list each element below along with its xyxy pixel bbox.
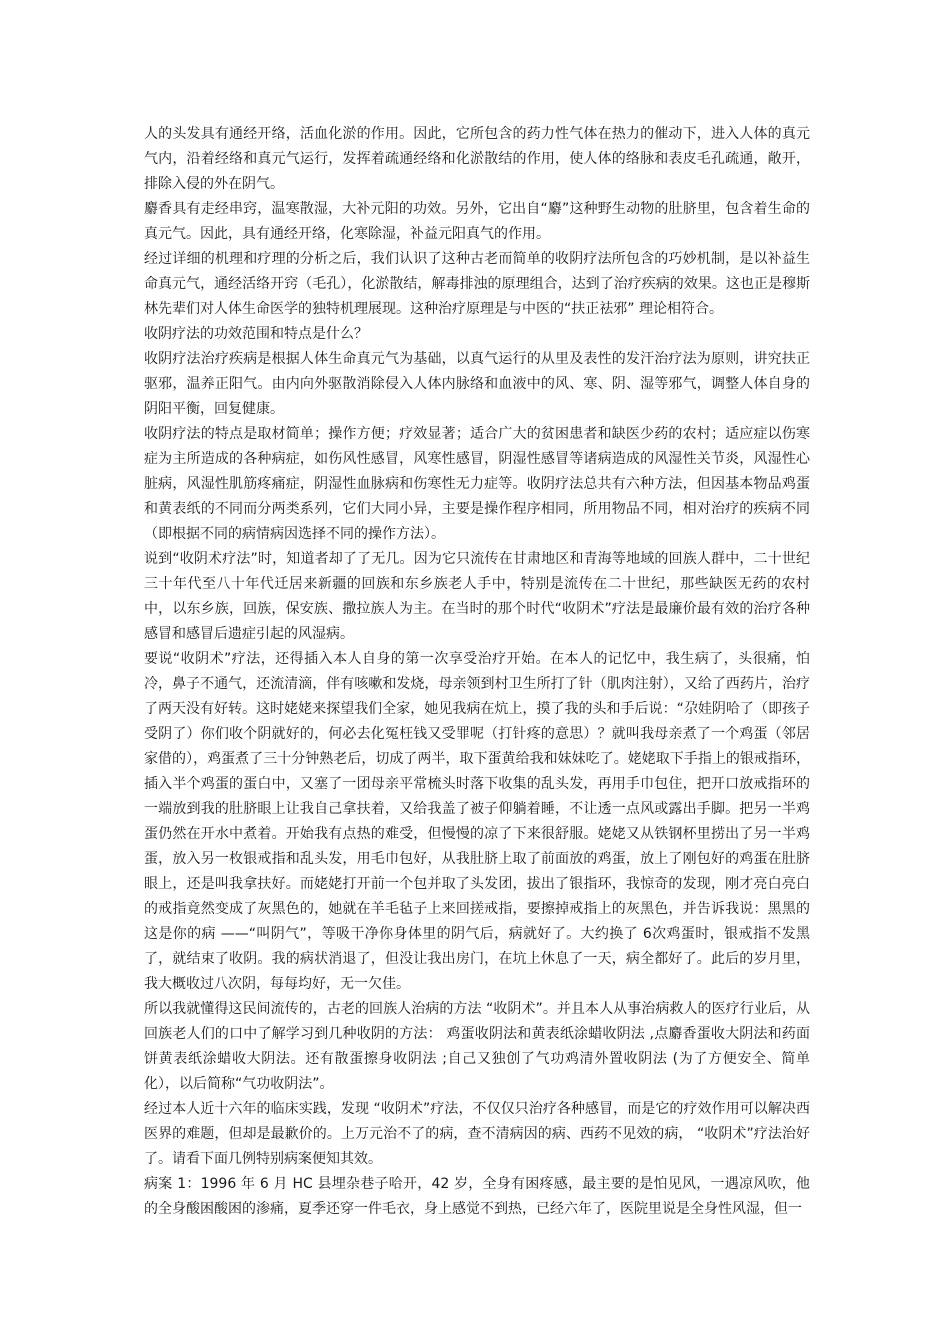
paragraph-mechanism-analysis: 经过详细的机理和疗理的分析之后，我们认识了这种古老而简单的收阴疗法所包含的巧妙机制，是以补益生命真元气，通经活络开窍（毛孔），化淤散结，解毒排浊的原理组合，达到了治疗疾病的效果。这也正是穆斯林先辈们对人体生命医学的独特机理展现。这种治疗原理是与中医的“扶正祛邪” 理论相符合。 [144, 251, 810, 317]
section-heading: 收阴疗法的功效范围和特点是什么？ [144, 326, 368, 342]
paragraph-clinical-practice: 经过本人近十六年的临床实践，发现 “收阴术”疗法，不仅仅只治疗各种感冒，而是它的疗效作用可以解决西医界的难题，但却是最歉价的。上万元治不了的病，查不清病因的病、西药不见效的病， “收阴术”疗法治好了。请看下面几例特别病案便知其效。 [144, 1101, 810, 1167]
paragraph-hair-effect: 人的头发具有通经开络，活血化淤的作用。因此，它所包含的药力性气体在热力的催动下，进入人体的真元气内，沿着经络和真元气运行，发挥着疏通经络和化淤散结的作用，使人体的络脉和表皮毛孔疏通，敞开，排除入侵的外在阴气。 [144, 126, 810, 192]
paragraph-case-1: 病案 1：1996 年 6 月 HC 县埋杂巷子哈开，42 岁，全身有困疼感，最主要的是怕见风，一遇凉风吹，他的全身酸困酸困的渗痛，夏季还穿一件毛衣，身上感觉不到热，已经六年了，医院里说是全身性风湿，但一 [144, 1176, 810, 1217]
paragraph-musk-effect: 麝香具有走经串窍，温寒散湿，大补元阳的功效。另外，它出自“麝”这种野生动物的肚脐里，包含着生命的真元气。因此，具有通经开络，化寒除湿，补益元阳真气的作用。 [144, 201, 810, 242]
document-body [144, 122, 810, 1222]
paragraph-methods-learned: 所以我就懂得这民间流传的，古老的回族人治病的方法 “收阴术”。并且本人从事治病救人的医疗行业后，从回族老人们的口中了解学习到几种收阴的方法： 鸡蛋收阴法和黄表纸涂蜡收阴法 ,点麝香蛋收大阴法和药面饼黄表纸涂蜡收大阴法。还有散蛋擦身收阴法 ;自己又独创了气功鸡清外置收阴法 (为了方便安全、简单化），以后简称“气功收阴法”。 [144, 1001, 810, 1092]
paragraph-treatment-features: 收阴疗法的特点是取材简单；操作方便；疗效显著；适合广大的贫困患者和缺医少药的农村；适应症以伤寒症为主所造成的各种病症，如伤风性感冒，风寒性感冒，阴湿性感冒等诸病造成的风湿性关节炎，风湿性心脏病，风湿性肌筋疼痛症，阴湿性血脉病和伤寒性无力症等。收阴疗法总共有六种方法，但因基本物品鸡蛋和黄表纸的不同而分两类系列，它们大同小异，主要是操作程序相同，所用物品不同，相对治疗的疾病不同（即根据不同的病情病因选择不同的操作方法）。 [144, 426, 810, 542]
paragraph-history: 说到“收阴术疗法”时，知道者却了了无几。因为它只流传在甘肃地区和青海等地域的回族人群中，二十世纪三十年代至八十年代迁居来新疆的回族和东乡族老人手中，特别是流传在二十世纪，那些缺医无药的农村中，以东乡族，回族，保安族、撒拉族人为主。在当时的那个时代“收阴术”疗法是最廉价最有效的治疗各种感冒和感冒后遗症引起的风湿病。 [144, 551, 810, 642]
paragraph-treatment-principle: 收阴疗法治疗疾病是根据人体生命真元气为基础，以真气运行的从里及表性的发汗治疗法为原则，讲究扶正驱邪，温养正阳气。由内向外驱散消除侵入人体内脉络和血液中的风、寒、阴、湿等邪气，调整人体自身的阴阳平衡，回复健康。 [144, 351, 810, 417]
paragraph-personal-experience: 要说“收阴术”疗法，还得插入本人自身的第一次享受治疗开始。在本人的记忆中，我生病了，头很痛，怕冷，鼻子不通气，还流清滴，伴有咳嗽和发烧，母亲领到村卫生所打了针（肌肉注射），又给了西药片，治疗了两天没有好转。这时姥姥来探望我们全家，她见我病在炕上，摸了我的头和手后说：“尕娃阴哈了（即孩子受阴了）你们收个阴就好的，何必去化冤枉钱又受罪呢（打针疼的意思）？就叫我母亲煮了一个鸡蛋（邻居家借的），鸡蛋煮了三十分钟熟老后，切成了两半，取下蛋黄给我和妹妹吃了。姥姥取下手指上的银戒指环，插入半个鸡蛋的蛋白中，又塞了一团母亲平常梳头时落下收集的乱头发，再用手巾包住，把开口放戒指环的一端放到我的肚脐眼上让我自己拿扶着，又给我盖了被子仰躺着睡，不让透一点风或露出手脚。把另一半鸡蛋仍然在开水中煮着。开始我有点热的难受，但慢慢的凉了下来很舒服。姥姥又从铁钢杯里捞出了另一半鸡蛋，放入另一枚银戒指和乱头发，用毛巾包好，从我肚脐上取了前面放的鸡蛋，放上了刚包好的鸡蛋在肚脐眼上，还是叫我拿扶好。而姥姥打开前一个包并取了头发团，拔出了银指环，我惊奇的发现，刚才亮白亮白的戒指竟然变成了灰黑色的，她就在羊毛毡子上来回搓戒指，要擦掉戒指上的灰黑色，并告诉我说：黑黑的这是你的病 ——“叫阴气”，等吸干净你身体里的阴气后，病就好了。大约换了 6次鸡蛋时，银戒指不发黑了，就结束了收阴。我的病状消退了，但没让我出房门，在坑上休息了一天，病全都好了。此后的岁月里，我大概收过八次阴，每每均好，无一欠佳。 [144, 651, 810, 992]
